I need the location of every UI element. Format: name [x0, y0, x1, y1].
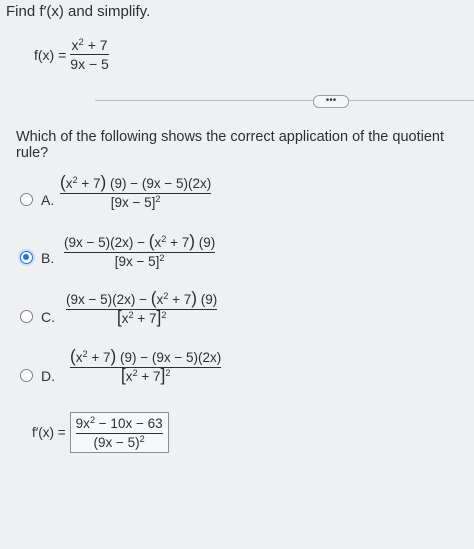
option-letter: C. [41, 308, 55, 325]
option-d-numerator: $(x^2 + 7) (9) - (9x - 5)(2x)$ [70, 346, 222, 366]
option-letter: A. [41, 191, 55, 208]
radio-b[interactable] [18, 249, 35, 266]
question-text: Which of the following shows the correct application of the quotient rule? [16, 129, 444, 161]
radio-circle-icon [20, 310, 33, 323]
radio-circle-icon [20, 369, 33, 382]
divider [95, 100, 474, 101]
given-function [34, 38, 109, 71]
radio-c[interactable] [18, 308, 35, 325]
option-c[interactable] [18, 308, 55, 325]
answer-lhs: f′(x) = [32, 425, 66, 441]
answer-box[interactable] [70, 412, 169, 453]
radio-selected-icon [20, 251, 33, 264]
option-d[interactable] [18, 367, 55, 384]
option-c-denominator: $[x^2 + 7]^2$ [116, 306, 167, 327]
option-b-denominator: $[9x - 5]^2$ [114, 252, 165, 269]
given-fraction [70, 38, 109, 71]
option-a[interactable] [18, 191, 54, 208]
option-d-denominator: $[x^2 + 7]^2$ [120, 364, 171, 385]
option-a-expression [60, 172, 212, 210]
radio-circle-icon [20, 193, 33, 206]
given-lhs: f(x) = [34, 46, 67, 63]
option-a-numerator: $(x^2 + 7) (9) - (9x - 5)(2x)$ [60, 172, 212, 192]
given-denominator: 9x − 5 [70, 56, 109, 73]
option-a-denominator: $[9x - 5]^2$ [110, 193, 161, 210]
prompt-text: Find f′(x) and simplify. [6, 3, 151, 20]
option-letter: D. [41, 367, 55, 384]
answer-denominator: $(9x - 5)^2$ [93, 433, 145, 450]
answer-numerator: $9x^2 - 10x - 63$ [75, 414, 163, 431]
option-d-expression [70, 346, 222, 385]
option-b-expression [64, 231, 216, 269]
radio-a[interactable] [18, 191, 35, 208]
option-letter: B. [41, 249, 55, 266]
more-button[interactable]: ••• [313, 95, 349, 108]
option-c-numerator: $(9x - 5)(2x) - (x^2 + 7)$ (9) [66, 288, 218, 308]
given-numerator: $x^2 + 7$ [71, 36, 108, 53]
option-b-numerator: $(9x - 5)(2x) - (x^2 + 7)$ (9) [64, 231, 216, 251]
option-b[interactable] [18, 249, 54, 266]
answer-row [32, 412, 169, 453]
fraction-bar [70, 54, 109, 55]
option-c-expression [66, 288, 218, 327]
radio-d[interactable] [18, 367, 35, 384]
